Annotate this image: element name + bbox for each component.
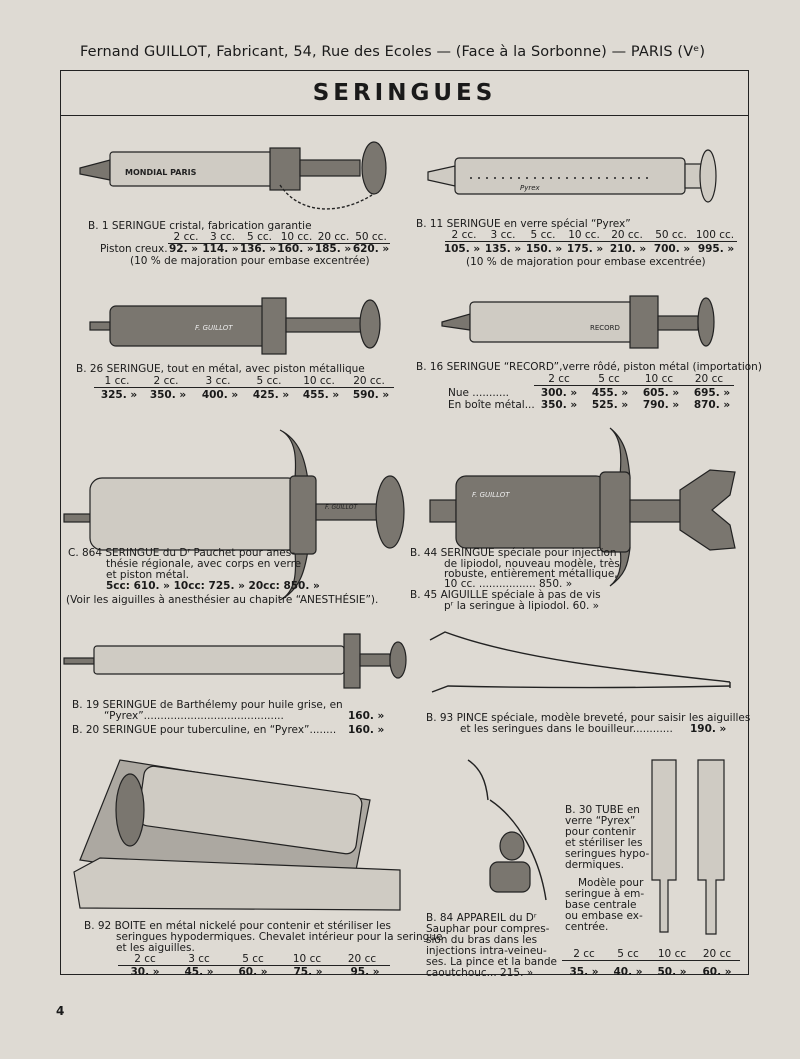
b1-size: 2 cc.: [173, 231, 199, 243]
b30-price: 60. »: [702, 966, 732, 978]
b92-size: 5 cc: [242, 953, 264, 965]
b16-row2: [534, 399, 738, 411]
box-b92-illustration: [74, 760, 400, 910]
b92-line3: et les aiguilles.: [116, 942, 195, 954]
engraving-c864: F. GUILLOT: [325, 504, 358, 511]
b11-prices: [442, 243, 738, 255]
b16-size: 10 cc: [644, 373, 674, 385]
b1-prices: [165, 243, 390, 255]
b1-size: 50 cc.: [355, 231, 387, 243]
b20-line1: B. 20 SERINGUE pour tuberculine, en “Pyrex”........: [72, 724, 337, 736]
b26-price: 590. »: [352, 389, 390, 401]
b26-price: 455. »: [302, 389, 340, 401]
b30-size: 10 cc: [657, 948, 687, 960]
b11-size: 3 cc.: [490, 229, 516, 241]
b11-price: 995. »: [697, 243, 735, 255]
b84-line: Sauphar pour compres-: [426, 923, 550, 935]
forceps-b93-illustration: [430, 632, 730, 692]
b1-text: B. 1 SERINGUE cristal, fabrication garantie: [88, 220, 312, 232]
b26-size: 5 cc.: [256, 375, 282, 387]
b30-line: pour contenir: [565, 826, 636, 838]
b16-row1: [534, 387, 738, 399]
engraving-b11: Pyrex: [520, 184, 540, 192]
b11-price: 210. »: [609, 243, 647, 255]
b26-price: 325. »: [100, 389, 138, 401]
b26-size: 20 cc.: [353, 375, 385, 387]
b30-line: base centrale: [565, 899, 637, 911]
syringe-b1-illustration: [80, 142, 386, 209]
b16-price: 350. »: [540, 399, 578, 411]
b30-line: seringues hypo-: [565, 848, 650, 860]
b26-size: 1 cc.: [104, 375, 130, 387]
b44-line2: de lipiodol, nouveau modèle, très: [444, 558, 620, 570]
b1-row-label: Piston creux.: [100, 243, 168, 255]
b30-size: 2 cc: [573, 948, 595, 960]
b93-line1: B. 93 PINCE spéciale, modèle breveté, pour saisir les aiguilles: [426, 712, 751, 724]
c864-line4: 5cc: 610. » 10cc: 725. » 20cc: 850. »: [106, 580, 320, 592]
b30-price: 40. »: [613, 966, 643, 978]
b92-price: 30. »: [130, 966, 160, 978]
b26-sizes: [94, 375, 394, 388]
appareil-b84-illustration: [468, 760, 546, 900]
b30-line: seringue à em-: [565, 888, 645, 900]
b11-size: 5 cc.: [530, 229, 556, 241]
b92-size: 2 cc: [134, 953, 156, 965]
b19-price: 160. »: [348, 710, 385, 722]
b11-price: 135. »: [484, 243, 522, 255]
b84-line: caoutchouc... 215. »: [426, 967, 534, 979]
b30-line: dermiques.: [565, 859, 624, 871]
b26-size: 3 cc.: [205, 375, 231, 387]
b84-line: B. 84 APPAREIL du Dʳ: [426, 912, 537, 924]
b16-price: 870. »: [693, 399, 731, 411]
b92-prices: [118, 966, 394, 978]
b92-size: 3 cc: [188, 953, 210, 965]
page-header: Fernand GUILLOT, Fabricant, 54, Rue des Ecoles — (Face à la Sorbonne) — PARIS (Vᵉ): [80, 44, 706, 60]
b11-size: 10 cc.: [568, 229, 600, 241]
b11-price: 700. »: [653, 243, 691, 255]
b30-line: B. 30 TUBE en: [565, 804, 640, 816]
b19-line1: B. 19 SERINGUE de Barthélemy pour huile grise, en: [72, 699, 343, 711]
b92-price: 75. »: [293, 966, 323, 978]
b92-price: 45. »: [184, 966, 214, 978]
b26-price: 350. »: [149, 389, 187, 401]
b30-line: verre “Pyrex”: [565, 815, 636, 827]
syringe-b19-illustration: [64, 634, 406, 688]
b11-price: 175. »: [566, 243, 604, 255]
b16-price: 525. »: [591, 399, 629, 411]
b11-note: (10 % de majoration pour embase excentrée): [466, 256, 706, 268]
b1-price: 620. »: [352, 243, 390, 255]
b30-size: 5 cc: [617, 948, 639, 960]
b92-line1: B. 92 BOITE en métal nickelé pour contenir et stériliser les: [84, 920, 392, 932]
page-number: 4: [56, 1004, 65, 1018]
b30-line: centrée.: [565, 921, 609, 933]
engraving-b26: F. GUILLOT: [195, 324, 233, 332]
b11-text: B. 11 SERINGUE en verre spécial “Pyrex”: [416, 218, 631, 230]
b11-size: 50 cc.: [655, 229, 687, 241]
syringe-b11-illustration: [428, 150, 716, 202]
b84-line: injections intra-veineu-: [426, 945, 547, 957]
b26-size: 2 cc.: [153, 375, 179, 387]
b45-line2: pʳ la seringue à lipiodol. 60. »: [444, 600, 600, 612]
b16-price: 790. »: [642, 399, 680, 411]
b26-prices: [96, 389, 396, 401]
b16-sizes: [534, 373, 734, 386]
b11-price: 150. »: [525, 243, 563, 255]
b16-size: 20 cc: [694, 373, 724, 385]
page-title: SERINGUES: [312, 80, 497, 106]
syringe-b26-illustration: [90, 298, 380, 354]
b11-size: 100 cc.: [695, 229, 735, 241]
b1-note: (10 % de majoration pour embase excentrée): [130, 255, 370, 267]
b20-price: 160. »: [348, 724, 385, 736]
engraving-b44: F. GUILLOT: [472, 491, 510, 499]
b16-row2-label: En boîte métal...: [448, 399, 535, 411]
engraving-b16: RECORD: [590, 324, 620, 332]
b92-size: 20 cc: [347, 953, 377, 965]
b26-price: 400. »: [201, 389, 239, 401]
b92-price: 95. »: [350, 966, 380, 978]
b45-line1: B. 45 AIGUILLE spéciale à pas de vis: [410, 589, 601, 601]
b1-price: 160. »: [277, 243, 314, 255]
c864-line2: thésie régionale, avec corps en verre: [106, 558, 302, 570]
b84-line: sion du bras dans les: [426, 934, 538, 946]
engraving-b1: MONDIAL PARIS: [125, 168, 197, 177]
b1-price: 92. »: [168, 243, 199, 255]
b16-text: B. 16 SERINGUE “RECORD”,verre rôdé, piston métal (importation): [416, 361, 762, 373]
b44-line1: B. 44 SERINGUE spéciale pour injection: [410, 547, 617, 559]
b1-price: 185. »: [314, 243, 352, 255]
c864-line3: et piston métal.: [106, 569, 189, 581]
b1-size: 3 cc.: [210, 231, 235, 243]
b11-size: 2 cc.: [451, 229, 477, 241]
b30-line: ou embase ex-: [565, 910, 643, 922]
b93-line2: et les seringues dans le bouilleur............: [460, 723, 673, 735]
b16-price: 300. »: [540, 387, 578, 399]
b1-price: 114. »: [202, 243, 239, 255]
b16-size: 5 cc: [598, 373, 620, 385]
c864-line1: C. 864 SERINGUE du Dʳ Pauchet pour anes-: [68, 547, 296, 559]
b30-size: 20 cc: [702, 948, 732, 960]
b30-sizes: [562, 948, 740, 961]
b11-price: 105. »: [443, 243, 481, 255]
b1-price: 136. »: [239, 243, 277, 255]
b1-size: 20 cc.: [317, 231, 350, 243]
b30-price: 50. »: [657, 966, 687, 978]
syringe-b16-illustration: [442, 296, 714, 348]
b1-size: 5 cc.: [247, 231, 272, 243]
tubes-b30-illustration: [652, 760, 724, 934]
b30-line: Modèle pour: [578, 877, 644, 889]
b92-line2: seringues hypodermiques. Chevalet intérieur pour la seringue: [116, 931, 443, 943]
b30-price: 35. »: [569, 966, 599, 978]
b30-line: et stériliser les: [565, 837, 643, 849]
b26-text: B. 26 SERINGUE, tout en métal, avec piston métallique: [76, 363, 365, 375]
b19-line2: “Pyrex”..........................................: [104, 710, 284, 722]
b84-line: ses. La pince et la bande: [426, 956, 557, 968]
c864-note: (Voir les aiguilles à anesthésier au chapitre “ANESTHÉSIE”).: [66, 594, 379, 606]
b93-price: 190. »: [690, 723, 727, 735]
b16-price: 605. »: [642, 387, 680, 399]
b16-row1-label: Nue ...........: [448, 387, 510, 399]
b44-line4: 10 cc. ................. 850. »: [444, 578, 573, 590]
b11-size: 20 cc.: [611, 229, 643, 241]
b26-size: 10 cc.: [303, 375, 335, 387]
b16-size: 2 cc: [548, 373, 570, 385]
b11-sizes: [445, 229, 737, 242]
b26-price: 425. »: [252, 389, 290, 401]
b44-line3: robuste, entièrement métallique,: [444, 568, 618, 580]
b92-size: 10 cc: [292, 953, 322, 965]
b30-prices: [562, 966, 740, 978]
b92-sizes: [118, 953, 390, 966]
b92-price: 60. »: [238, 966, 268, 978]
b1-size: 10 cc.: [280, 231, 313, 243]
b16-price: 695. »: [693, 387, 731, 399]
b16-price: 455. »: [591, 387, 629, 399]
